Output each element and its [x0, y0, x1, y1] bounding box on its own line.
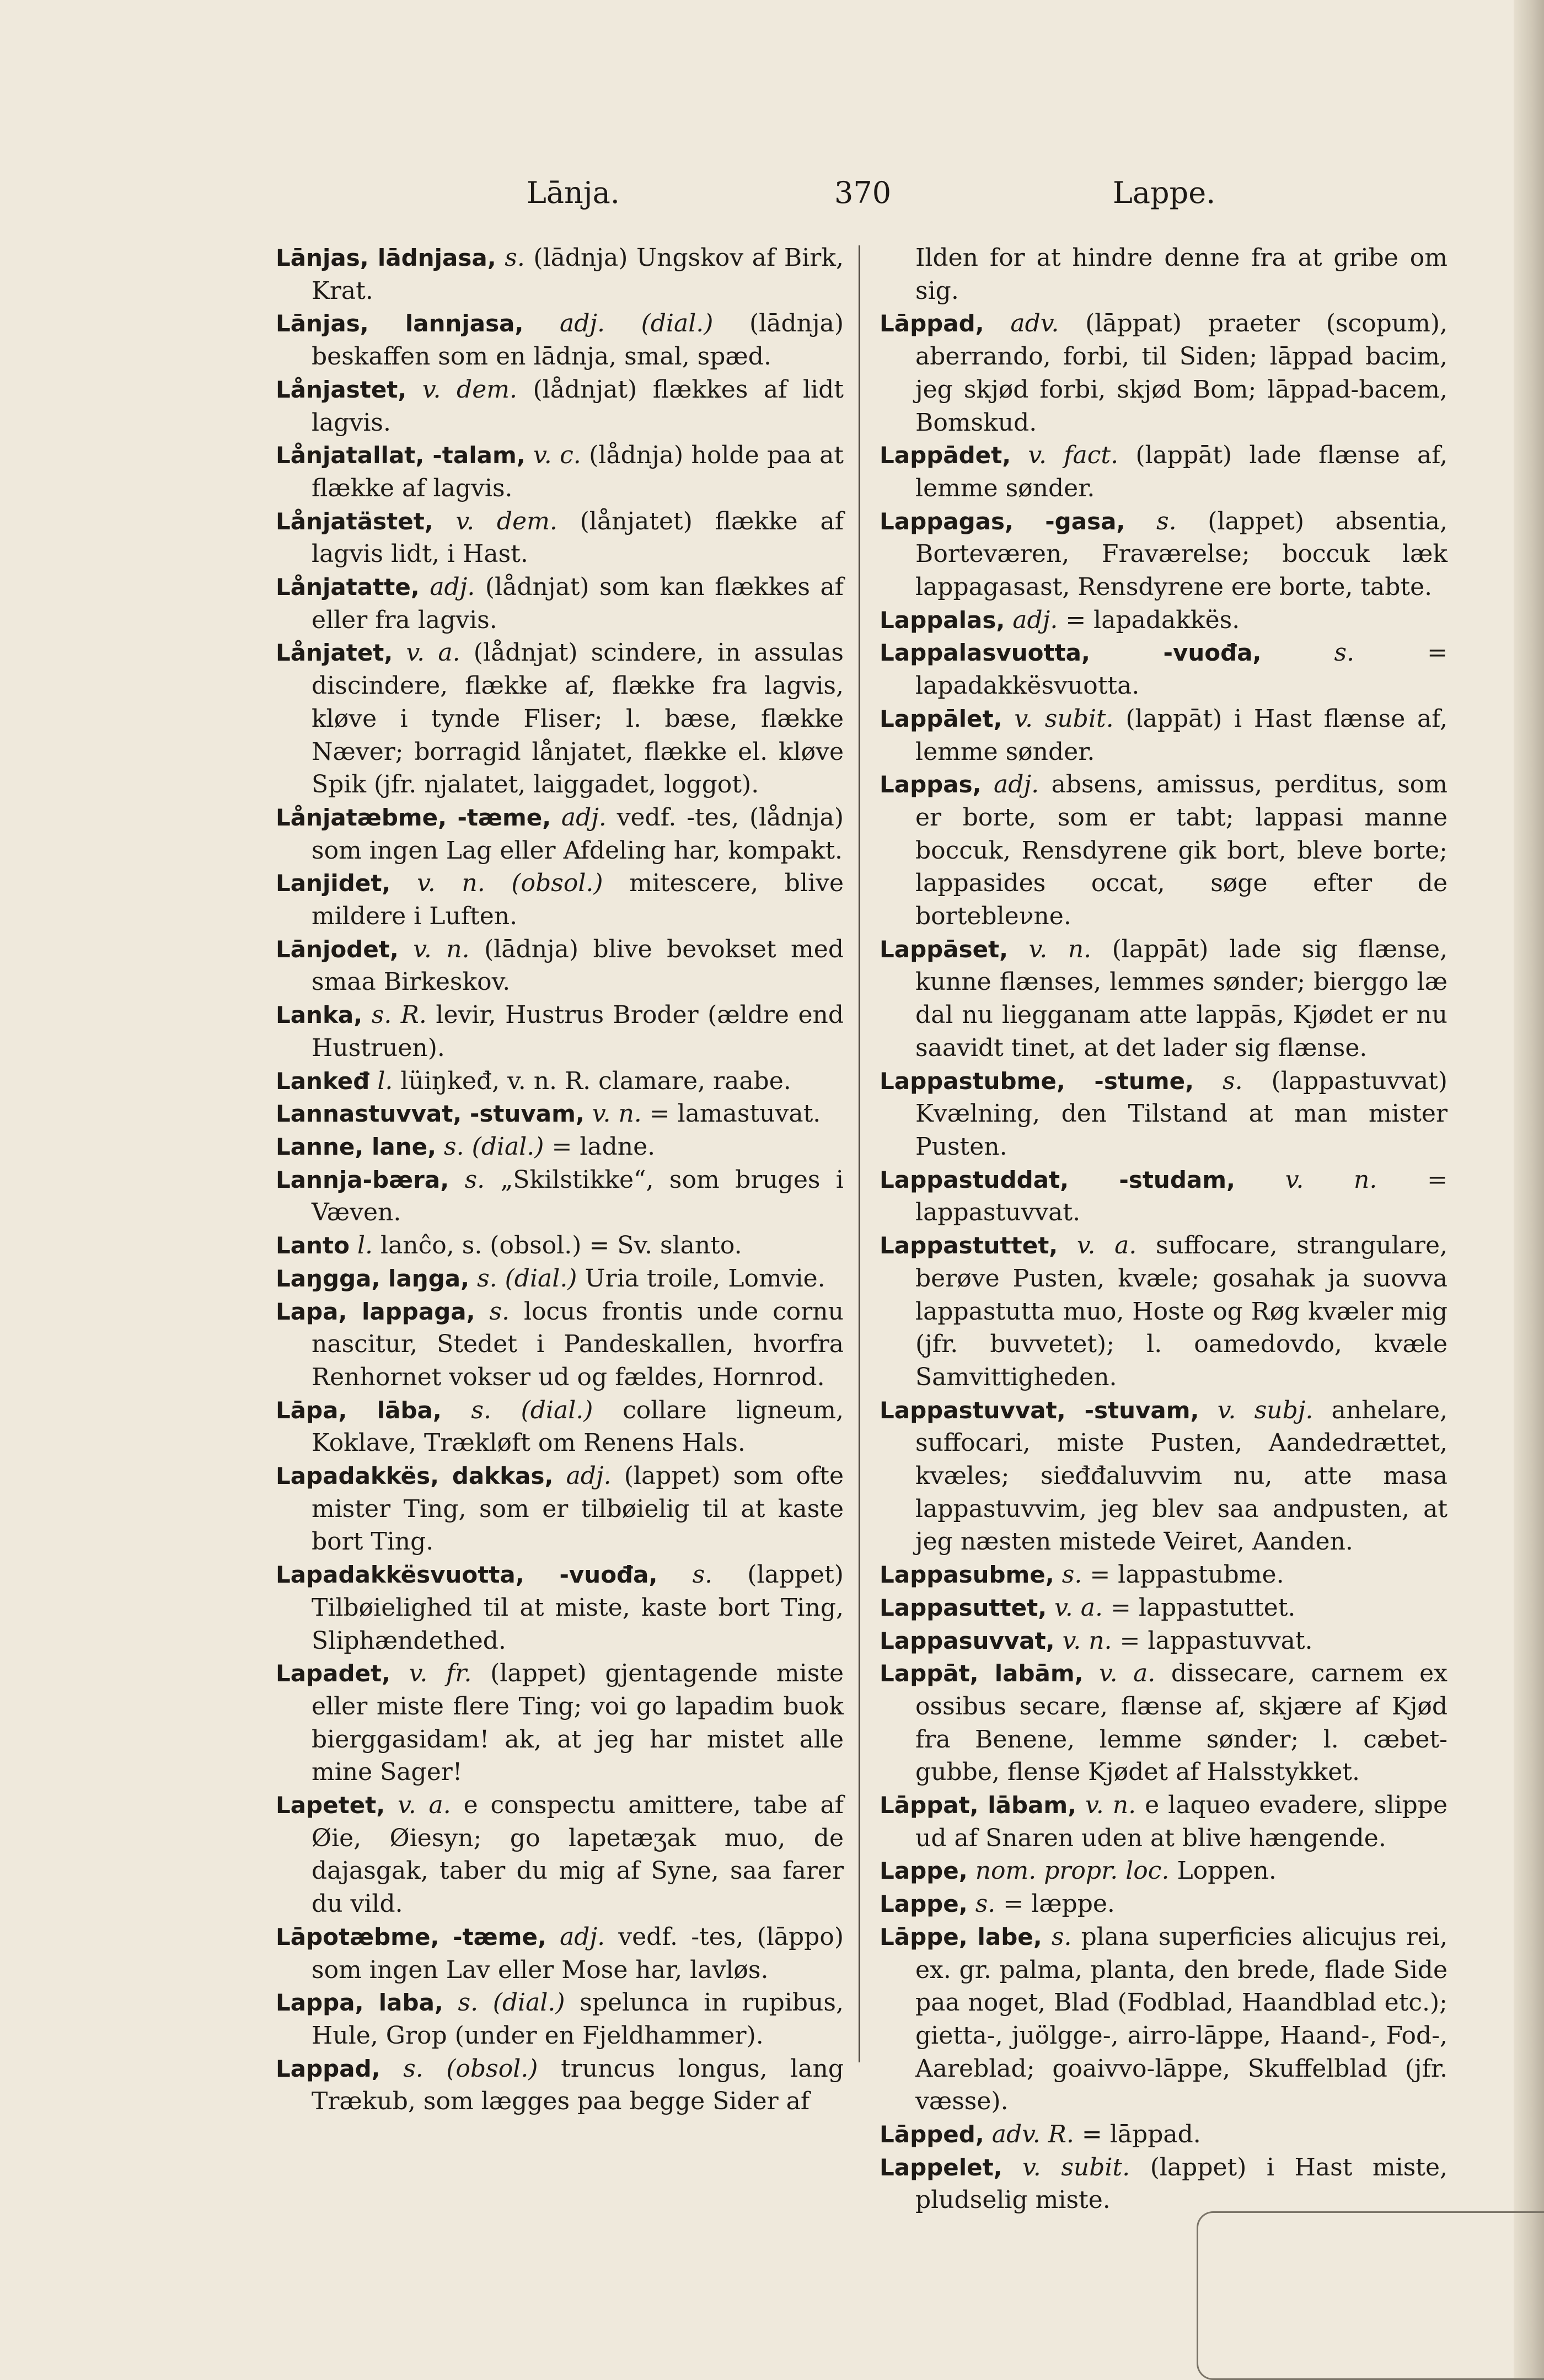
entry-definition: = ladne. [551, 1132, 656, 1161]
entry-headword: Lapadet, [276, 1660, 391, 1687]
entry-grammar: v. a. [1054, 1593, 1103, 1622]
entry-grammar: v. a. [1099, 1659, 1156, 1688]
entry-headword: Lannja-bæra, [276, 1166, 449, 1193]
entry-grammar: v. n. [592, 1100, 642, 1128]
entry-definition: (lådnjat) flækkes af lidt lagvis. [312, 375, 844, 437]
dictionary-entry [880, 1591, 1447, 1625]
dictionary-entry [276, 307, 844, 373]
entry-definition: (lādnja) Ungskov af Birk, Krat. [312, 244, 844, 305]
entry-grammar: s. [464, 1165, 485, 1194]
dictionary-entry [276, 1164, 844, 1229]
entry-definition: (lådnjat) som kan flækkes af eller fra lagvis. [312, 573, 844, 634]
entry-definition: locus frontis unde cornu nascitur, Stedet i Pandeskallen, hvorfra Renhornet vokser ud og fældes, Hornrod. [312, 1297, 844, 1391]
entry-grammar: v. subit. [1022, 2153, 1130, 2181]
entry-grammar: s. [505, 244, 525, 272]
dictionary-entry [276, 373, 844, 439]
entry-definition: lüiŋkeđ, v. n. R. clamare, raabe. [400, 1066, 791, 1095]
entry-definition: = læppe. [1003, 1890, 1115, 1918]
entry-headword: Lapetet, [276, 1792, 385, 1819]
dictionary-entry [276, 439, 844, 505]
dictionary-entry [880, 505, 1447, 604]
entry-headword: Lanto [276, 1232, 350, 1259]
dictionary-entry [880, 604, 1447, 637]
entry-definition: absens, amissus, perditus, som er borte, som er tabt; lappasi manne boccuk, Rensdyrene gik bort, bleve borte; lappasides occat, søge efter de bortebleνne. [915, 770, 1447, 931]
dictionary-entry [880, 933, 1447, 1065]
entry-headword: Lanne, lane, [276, 1133, 437, 1160]
entry-headword: Lāpa, lāba, [276, 1396, 442, 1424]
entry-headword: Lappālet, [880, 705, 1002, 732]
entry-headword: Lappādet, [880, 442, 1011, 469]
entry-grammar: s. [692, 1561, 713, 1589]
entry-headword: Lappāt, labām, [880, 1660, 1084, 1687]
entry-headword: Lånjatæbme, -tæme, [276, 803, 551, 831]
entry-grammar: adv. R. [991, 2120, 1074, 2149]
dictionary-entry [276, 1065, 844, 1098]
entry-grammar: v. n. [413, 935, 470, 963]
entry-grammar: v. n. [1285, 1165, 1377, 1194]
entry-grammar: adv. [1010, 309, 1059, 338]
entry-definition: (lappet) i Hast miste, pludselig miste. [915, 2153, 1447, 2215]
entry-grammar: s. [1051, 1922, 1072, 1951]
entry-definition: = lāppad. [1081, 2120, 1201, 2149]
dictionary-entry [880, 636, 1447, 702]
entry-definition: truncus longus, lang Trækub, som lægges paa begge Sider af [312, 2054, 844, 2116]
dictionary-entry [276, 1229, 844, 1262]
entry-definition: Loppen. [1177, 1857, 1277, 1885]
entry-grammar: s. [1223, 1066, 1243, 1095]
entry-definition: (lāppat) praeter (scopum), aberrando, forbi, til Siden; lāppad bacim, jeg skjød forbi, skjød Bom; lāppad-bacem, Bomskud. [915, 309, 1447, 437]
entry-definition: lanĉo, s. (obsol.) = Sv. slanto. [380, 1231, 742, 1260]
entry-definition: = lappastuvvat. [915, 1165, 1447, 1227]
entry-headword: Lappāset, [880, 935, 1009, 963]
entry-headword: Lāppad, [880, 310, 984, 337]
entry-headword: Lānjas, lādnjasa, [276, 244, 496, 271]
dictionary-entry [276, 636, 844, 801]
entry-definition: (lådnja) holde paa at flække af lagvis. [312, 441, 844, 502]
entry-definition: (lādnja) blive bevokset med smaa Birkeskov. [312, 935, 844, 996]
dictionary-entry [276, 1262, 844, 1295]
entry-grammar: s. (dial.) [458, 1988, 565, 2017]
entry-headword: Lankeđ [276, 1067, 370, 1095]
entry-headword: Lappasuttet, [880, 1594, 1047, 1621]
entry-definition: dissecare, carnem ex ossibus secare, flænse af, skjære af Kjød fra Benene, lemme sønder; l. cæbet-gubbe, flense Kjødet af Halsstykket. [915, 1659, 1447, 1787]
entry-grammar: s. (dial.) [471, 1396, 593, 1424]
entry-grammar: nom. propr. loc. [975, 1857, 1170, 1885]
entry-grammar: adj. [1012, 605, 1058, 634]
entry-headword: Lappastuttet, [880, 1232, 1058, 1259]
dictionary-entry [880, 1888, 1447, 1921]
entry-definition: e conspectu amittere, tabe af Øie, Øiesyn; go lapetæʒak muo, de dajasgak, taber du mig af Syne, saa farer du vild. [312, 1791, 844, 1918]
entry-definition: = lamastuvat. [649, 1100, 821, 1128]
entry-grammar: s. (obsol.) [403, 2054, 538, 2083]
entry-grammar: adj. [994, 770, 1039, 799]
entry-headword: Lapa, lappaga, [276, 1298, 475, 1325]
dictionary-entry [276, 505, 844, 571]
page-edge-shadow [1514, 0, 1544, 2379]
entry-headword: Lappas, [880, 771, 982, 798]
entry-grammar: v. subj. [1217, 1396, 1314, 1424]
entry-definition: mitescere, blive mildere i Luften. [312, 869, 844, 931]
entry-grammar: s. (dial.) [444, 1132, 544, 1161]
entry-grammar: adj. (dial.) [560, 309, 714, 338]
entry-grammar: v. fr. [409, 1659, 472, 1688]
entry-definition: „Skilstikke“, som bruges i Væven. [312, 1165, 844, 1227]
entry-grammar: v. dem. [422, 375, 517, 404]
dictionary-entry [276, 1460, 844, 1558]
dictionary-entry [276, 801, 844, 867]
entry-headword: Lappe, [880, 1890, 968, 1918]
header-right-guideword: Lappe. [1113, 175, 1216, 210]
entry-grammar: v. a. [406, 639, 460, 667]
entry-headword: Lappastuddat, -studam, [880, 1166, 1235, 1193]
entry-definition: Ilden for at hindre denne fra at gribe om sig. [915, 244, 1447, 305]
entry-grammar: adj. [561, 803, 607, 832]
entry-definition: = lappastuvvat. [1119, 1626, 1313, 1655]
entry-headword: Lånjatallat, -talam, [276, 442, 526, 469]
entry-grammar: s. (dial.) [477, 1264, 577, 1293]
entry-headword: Lappad, [276, 2055, 380, 2082]
entry-grammar: adj. [566, 1462, 612, 1491]
entry-headword: Lappalas, [880, 606, 1005, 634]
entry-definition: (lappāt) lade sig flænse, kunne flænses, lemmes sønder; bierggo læ dal nu liegganam atte lappās, Kjødet er nu saavidt tinet, at det lader sig flænse. [915, 935, 1447, 1062]
dictionary-entry [276, 1097, 844, 1130]
entry-definition: (lappet) som ofte mister Ting, som er tilbøielig til at kaste bort Ting. [312, 1462, 844, 1556]
entry-grammar: v. n. [1085, 1791, 1136, 1820]
dictionary-entry [880, 1789, 1447, 1854]
entry-headword: Lānjas, lannjasa, [276, 310, 524, 337]
entry-definition: e laqueo evadere, slippe ud af Snaren uden at blive hængende. [915, 1791, 1448, 1852]
right-column [880, 242, 1447, 2217]
dictionary-entry [276, 571, 844, 636]
entry-headword: Laŋgga, laŋga, [276, 1264, 470, 1292]
entry-definition: = lappastubme. [1090, 1561, 1284, 1589]
left-column [276, 242, 844, 2118]
entry-headword: Lānjodet, [276, 935, 399, 963]
entry-definition: (lappāt) i Hast flænse af, lemme sønder. [915, 704, 1447, 766]
entry-grammar: s. R. [371, 1001, 427, 1030]
dictionary-entry [880, 1921, 1447, 2118]
entry-headword: Lappasuvvat, [880, 1627, 1055, 1654]
dictionary-entry [880, 2118, 1447, 2151]
entry-headword: Lannastuvvat, -stuvam, [276, 1100, 585, 1128]
entry-headword: Lāpped, [880, 2121, 984, 2148]
entry-grammar: v. subit. [1014, 704, 1114, 733]
dictionary-entry [880, 1229, 1447, 1394]
page-tab-marker [1197, 2211, 1544, 2380]
entry-headword: Lånjastet, [276, 376, 407, 403]
entry-headword: Lapadakkësvuotta, -vuođa, [276, 1561, 658, 1589]
entry-definition: (lappet) absentia, Borteværen, Fraværelse; boccuk læk lappagasast, Rensdyrene ere borte, tabte. [915, 507, 1447, 602]
entry-headword: Lāpotæbme, -tæme, [276, 1923, 546, 1950]
dictionary-entry [880, 703, 1447, 768]
entry-definition: (lappet) Tilbøielighed til at miste, kaste bort Ting, Sliphændethed. [312, 1561, 844, 1655]
entry-definition: = lappastuttet. [1110, 1593, 1296, 1622]
entry-grammar: s. [1062, 1561, 1082, 1589]
entry-definition: Uria troile, Lomvie. [585, 1264, 825, 1293]
entry-definition: (lådnjat) scindere, in assulas discindere, flække af, flække fra lagvis, kløve i tynde Fliser; l. bæse, flække Næver; borragid lånjatet, flække el. kløve Spik (jfr. njalatet, laiggadet, loggot). [312, 639, 844, 799]
entry-headword: Lapadakkës, dakkas, [276, 1462, 554, 1490]
dictionary-entry [880, 2151, 1447, 2217]
entry-headword: Lånjatet, [276, 639, 393, 667]
entry-definition: (lādnja) beskaffen som en lādnja, smal, spæd. [312, 309, 844, 371]
entry-definition: collare ligneum, Koklave, Trækløft om Renens Hals. [312, 1396, 844, 1457]
dictionary-entry [880, 1854, 1447, 1888]
dictionary-entry [276, 2052, 844, 2118]
entry-grammar: adj. [430, 573, 475, 602]
dictionary-entry [880, 1394, 1447, 1559]
dictionary-entry [276, 1130, 844, 1164]
header-left-guideword: Lānja. [527, 175, 620, 210]
page-number: 370 [834, 175, 892, 210]
entry-grammar: v. fact. [1028, 441, 1119, 470]
entry-grammar: v. dem. [455, 507, 557, 535]
entry-headword: Lanjidet, [276, 870, 391, 897]
entry-headword: Lāppat, lābam, [880, 1792, 1077, 1819]
entry-grammar: l. [357, 1231, 373, 1260]
dictionary-entry [880, 1558, 1447, 1591]
entry-definition: vedf. -tes, (lāppo) som ingen Lav eller Mose har, lavløs. [312, 1922, 844, 1984]
entry-definition: (lappāt) lade flænse af, lemme sønder. [915, 441, 1447, 502]
dictionary-entry [276, 1921, 844, 1986]
dictionary-entry [880, 1625, 1447, 1658]
entry-definition: suffocare, strangulare, berøve Pusten, kvæle; gosahak ja suovva lappastutta muo, Hoste og Røg kvæler mig (jfr. buvvetet); l. oamedovdo, kvæle Samvittigheden. [915, 1231, 1447, 1391]
entry-definition: (lånjatet) flække af lagvis lidt, i Hast. [312, 507, 844, 569]
dictionary-entry [880, 307, 1447, 439]
entry-definition: levir, Hustrus Broder (ældre end Hustruen). [312, 1001, 844, 1062]
entry-grammar: adj. [560, 1922, 605, 1951]
entry-headword: Lånjatatte, [276, 573, 420, 601]
entry-headword: Lappastubme, -stume, [880, 1067, 1194, 1095]
entry-definition: plana superficies alicujus rei, ex. gr. palma, planta, den brede, flade Side paa noget, Blad (Fodblad, Haandblad etc.); gietta-, juölgge-, airro-lāppe, Haand-, Fod-, Aareblad; goaivvo-lāppe, Skuffelblad (jfr. væsse). [915, 1922, 1447, 2116]
dictionary-entry [276, 1295, 844, 1394]
dictionary-entry [880, 242, 1447, 307]
entry-definition: = lapadakkësvuotta. [915, 639, 1447, 700]
dictionary-entry [880, 1164, 1447, 1229]
entry-definition: = lapadakkës. [1065, 605, 1240, 634]
dictionary-entry [880, 1065, 1447, 1164]
entry-headword: Lappagas, -gasa, [880, 507, 1125, 535]
dictionary-entry [276, 867, 844, 932]
entry-headword: Lappa, laba, [276, 1989, 443, 2017]
entry-grammar: l. [377, 1066, 393, 1095]
dictionary-entry [276, 999, 844, 1064]
entry-grammar: s. [1156, 507, 1177, 535]
entry-definition: vedf. -tes, (lådnja) som ingen Lag eller Afdeling har, kompakt. [312, 803, 844, 865]
entry-grammar: s. [489, 1297, 510, 1326]
entry-grammar: v. n. (obsol.) [417, 869, 603, 898]
entry-headword: Lappasubme, [880, 1561, 1054, 1589]
entry-headword: Lanka, [276, 1001, 363, 1029]
dictionary-entry [276, 1789, 844, 1921]
entry-headword: Lappalasvuotta, -vuođa, [880, 639, 1262, 667]
entry-grammar: v. a. [398, 1791, 451, 1820]
entry-grammar: v. a. [1076, 1231, 1137, 1260]
dictionary-entry [880, 439, 1447, 505]
dictionary-entry [276, 1657, 844, 1789]
dictionary-entry [880, 1657, 1447, 1789]
entry-headword: Lånjatästet, [276, 507, 433, 535]
entry-definition: anhelare, suffocari, miste Pusten, Aandedrættet, kvæles; sieđđaluvvim nu, atte masa lappastuvvim, jeg blev saa andpusten, at jeg næsten mistede Veiret, Aanden. [915, 1396, 1447, 1556]
column-divider [859, 245, 860, 2062]
dictionary-entry [276, 242, 844, 307]
dictionary-entry [880, 768, 1447, 933]
entry-grammar: v. n. [1028, 935, 1092, 963]
entry-grammar: v. n. [1062, 1626, 1112, 1655]
entry-grammar: s. [1334, 639, 1355, 667]
entry-grammar: v. c. [533, 441, 581, 470]
entry-headword: Lappastuvvat, -stuvam, [880, 1396, 1199, 1424]
entry-definition: spelunca in rupibus, Hule, Grop (under en Fjeldhammer). [312, 1988, 844, 2050]
entry-definition: (lappet) gjentagende miste eller miste flere Ting; voi go lapadim buok bierggasidam! ak, at jeg har mistet alle mine Sager! [312, 1659, 844, 1787]
entry-headword: Lappe, [880, 1857, 968, 1885]
dictionary-entry [276, 933, 844, 999]
dictionary-entry [276, 1986, 844, 2052]
entry-definition: (lappastuvvat) Kvælning, den Tilstand at man mister Pusten. [915, 1066, 1447, 1161]
entry-grammar: s. [975, 1890, 996, 1918]
entry-headword: Lāppe, labe, [880, 1923, 1042, 1950]
dictionary-entry [276, 1394, 844, 1460]
entry-headword: Lappelet, [880, 2153, 1002, 2181]
dictionary-entry [276, 1558, 844, 1657]
